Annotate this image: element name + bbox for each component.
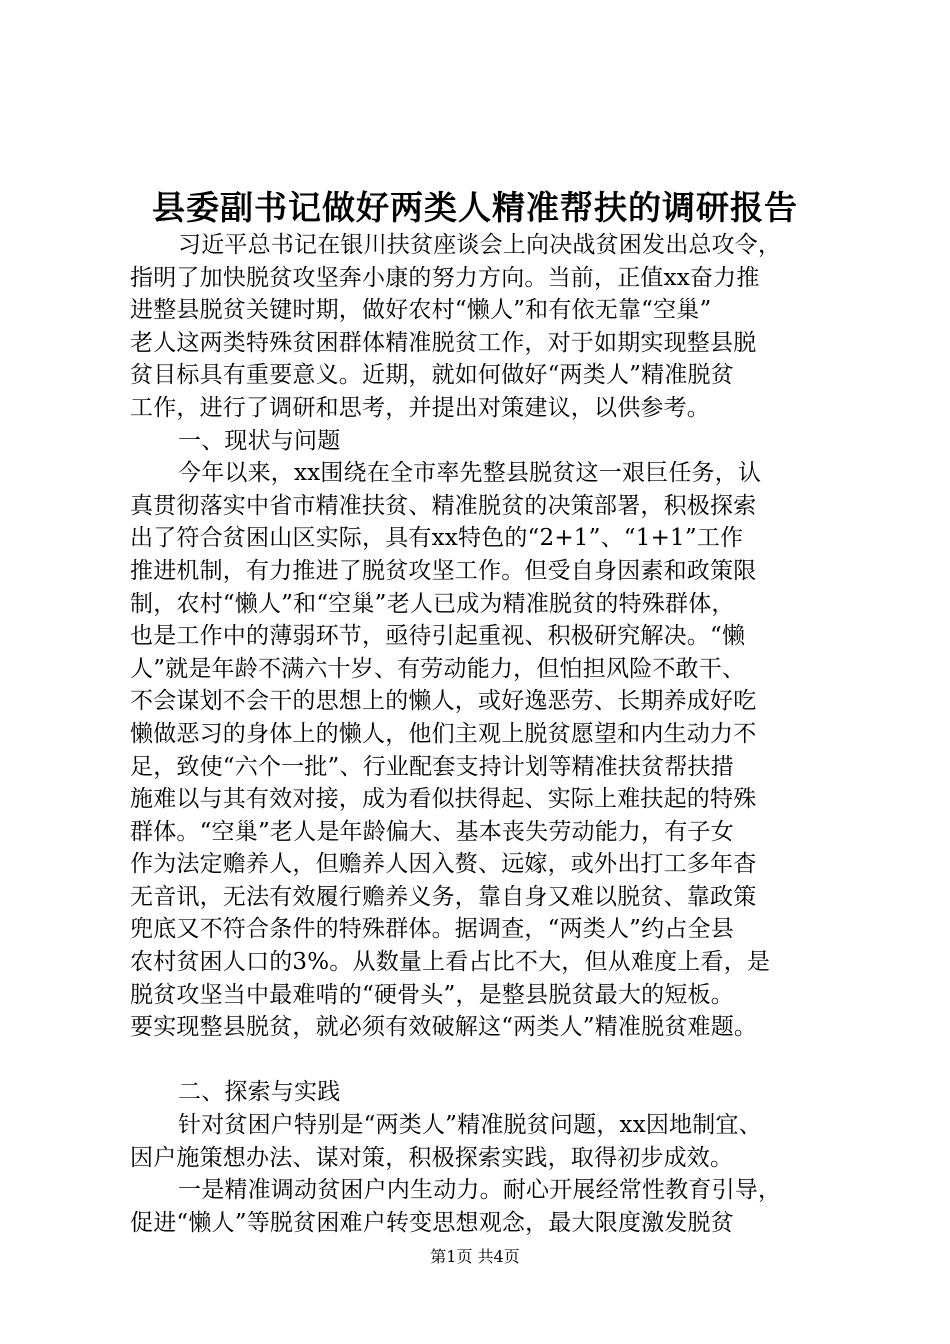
paragraph-line: 群体。“空巢”老人是年龄偏大、基本丧失劳动能力，有子女 xyxy=(130,818,734,845)
paragraph-line: 脱贫攻坚当中最难啃的“硬骨头”，是整县脱贫最大的短板。 xyxy=(130,981,734,1008)
paragraph-line: 农村贫困人口的3%。从数量上看占比不大，但从难度上看，是 xyxy=(130,949,771,976)
paragraph-line: 无音讯，无法有效履行赡养义务，靠自身又难以脱贫、靠政策 xyxy=(130,883,757,910)
paragraph-line: 因户施策想办法、谋对策，积极探索实践，取得初步成效。 xyxy=(130,1144,734,1171)
paragraph-line: 工作，进行了调研和思考，并提出对策建议，以供参考。 xyxy=(130,394,710,421)
paragraph-line: 出了符合贫困山区实际，具有xx特色的“2+1”、“1+1”工作 xyxy=(130,525,744,552)
paragraph-line: 老人这两类特殊贫困群体精准脱贫工作，对于如期实现整县脱 xyxy=(130,329,757,356)
document-title: 县委副书记做好两类人精准帮扶的调研报告 xyxy=(152,188,798,227)
paragraph-line: 制，农村“懒人”和“空巢”老人已成为精准脱贫的特殊群体， xyxy=(130,590,735,617)
paragraph-line: 作为法定赡养人，但赡养人因入赘、远嫁，或外出打工多年杳 xyxy=(130,851,757,878)
paragraph-line: 一是精准调动贫困户内生动力。耐心开展经常性教育引导， xyxy=(178,1177,782,1204)
paragraph-line: 进整县脱贫关键时期，做好农村“懒人”和有依无靠“空巢” xyxy=(130,297,712,324)
blank-line xyxy=(130,1044,852,1077)
paragraph-line: 真贯彻落实中省市精准扶贫、精准脱贫的决策部署，积极探索 xyxy=(130,492,757,519)
paragraph-line: 针对贫困户特别是“两类人”精准脱贫问题，xx因地制宜、 xyxy=(178,1112,762,1139)
section-heading: 一、现状与问题 xyxy=(178,427,341,454)
paragraph-line: 推进机制，有力推进了脱贫攻坚工作。但受自身因素和政策限 xyxy=(130,557,757,584)
paragraph-line: 要实现整县脱贫，就必须有效破解这“两类人”精准脱贫难题。 xyxy=(130,1014,758,1041)
paragraph-line: 贫目标具有重要意义。近期，就如何做好“两类人”精准脱贫 xyxy=(130,362,734,389)
paragraph-line: 也是工作中的薄弱环节，亟待引起重视、积极研究解决。“懒 xyxy=(130,623,746,650)
paragraph-line: 习近平总书记在银川扶贫座谈会上向决战贫困发出总攻令， xyxy=(178,232,782,258)
paragraph-line: 指明了加快脱贫攻坚奔小康的努力方向。当前，正值xx奋力推 xyxy=(130,264,760,291)
paragraph-line: 促进“懒人”等脱贫困难户转变思想观念，最大限度激发脱贫 xyxy=(130,1209,734,1236)
paragraph-line: 兜底又不符合条件的特殊群体。据调查，“两类人”约占全县 xyxy=(130,916,734,943)
document-body xyxy=(130,229,852,1239)
paragraph-line: 人”就是年龄不满六十岁、有劳动能力，但怕担风险不敢干、 xyxy=(130,655,746,682)
page-footer: 第1页 共4页 xyxy=(430,1247,520,1266)
paragraph-line: 施难以与其有效对接，成为看似扶得起、实际上难扶起的特殊 xyxy=(130,786,757,813)
section-heading: 二、探索与实践 xyxy=(178,1079,341,1106)
paragraph-line: 懒做恶习的身体上的懒人，他们主观上脱贫愿望和内生动力不 xyxy=(130,720,757,747)
paragraph-line: 今年以来，xx围绕在全市率先整县脱贫这一艰巨任务，认 xyxy=(178,460,762,487)
paragraph-line: 不会谋划不会干的思想上的懒人，或好逸恶劳、长期养成好吃 xyxy=(130,688,757,715)
paragraph-line: 足，致使“六个一批”、行业配套支持计划等精准扶贫帮扶措 xyxy=(130,753,734,780)
